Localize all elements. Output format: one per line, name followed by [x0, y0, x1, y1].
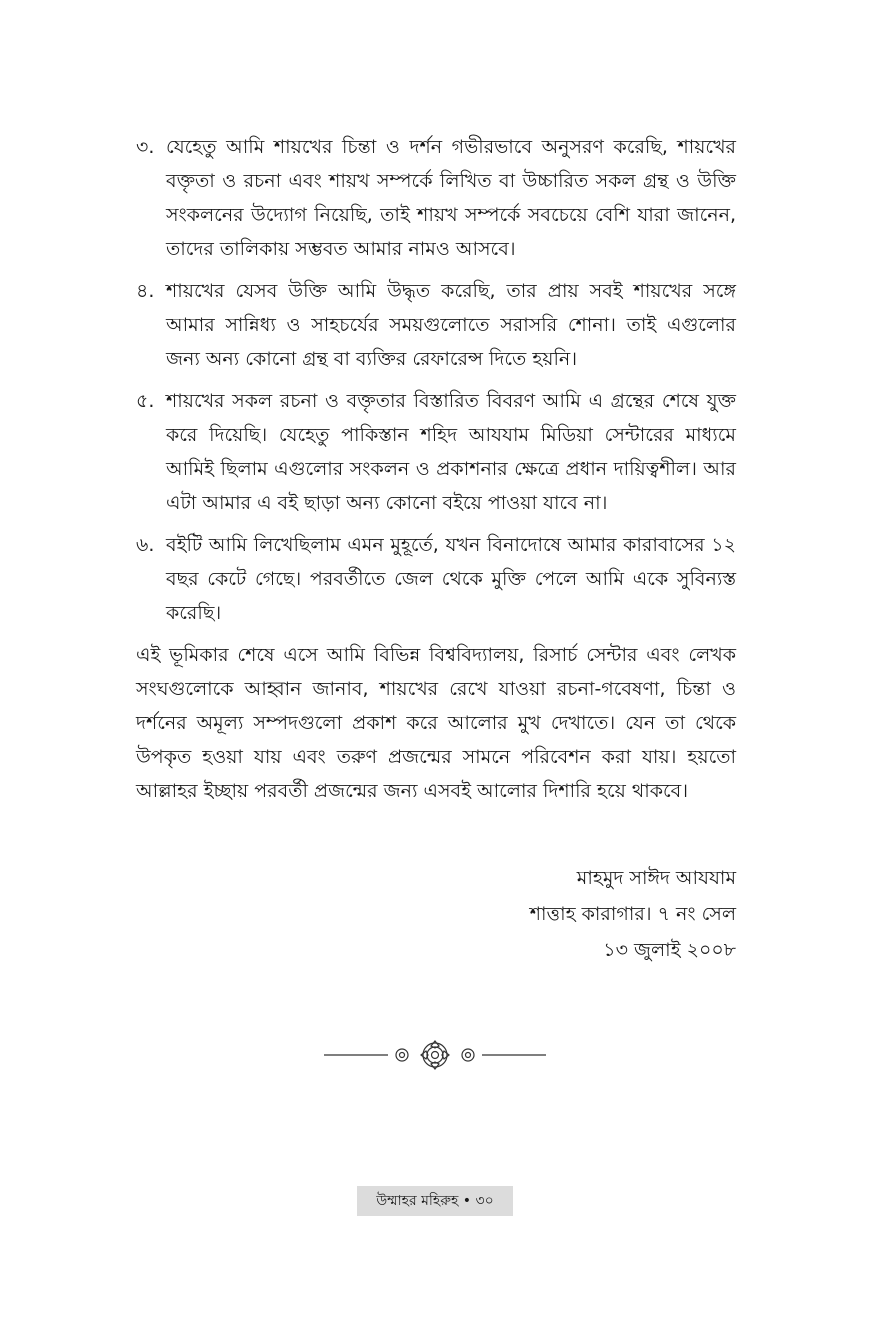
- signature-location: শাত্তাহ কারাগার। ৭ নং সেল: [529, 903, 736, 925]
- list-item-text: বইটি আমি লিখেছিলাম এমন মুহূর্তে, যখন বিনাদোষে আমার কারাবাসের ১২ বছর কেটে গেছে। পরবর্তীতে জেল থেকে মুক্তি পেলে আমি একে সুবিন্যস্ত করেছি।: [166, 534, 736, 624]
- page-footer: উম্মাহর মহিরুহ • ৩০: [357, 1186, 513, 1216]
- list-item: [136, 528, 736, 630]
- list-item-text: যেহেতু আমি শায়খের চিন্তা ও দর্শন গভীরভাবে অনুসরণ করেছি, শায়খের বক্তৃতা ও রচনা এবং শায়খ সম্পর্কে লিখিত বা উচ্চারিত সকল গ্রন্থ ও উক্তি সংকলনের উদ্যোগ নিয়েছি, তাই শায়খ সম্পর্কে সবচেয়ে বেশি যারা জানেন, তাদের তালিকায় সম্ভবত আমার নামও আসবে।: [166, 136, 736, 260]
- list-item-text: শায়খের যেসব উক্তি আমি উদ্ধৃত করেছি, তার প্রায় সবই শায়খের সঙ্গে আমার সান্নিধ্য ও সাহচর্যের সময়গুলোতে সরাসরি শোনা। তাই এগুলোর জন্য অন্য কোনো গ্রন্থ বা ব্যক্তির রেফারেন্স দিতে হয়নি।: [166, 280, 736, 370]
- list-item-number: ৩.: [136, 136, 155, 158]
- list-item-number: ৫.: [136, 390, 155, 412]
- floral-divider-icon: [320, 1038, 550, 1072]
- signature-date: ১৩ জুলাই ২০০৮: [603, 939, 736, 961]
- list-item: [136, 130, 736, 266]
- signature-block: [530, 860, 736, 968]
- list-item: [136, 384, 736, 520]
- list-item-number: ৪.: [136, 280, 155, 302]
- list-item-text: শায়খের সকল রচনা ও বক্তৃতার বিস্তারিত বিবরণ আমি এ গ্রন্থের শেষে যুক্ত করে দিয়েছি। যেহেতু পাকিস্তান শহিদ আযযাম মিডিয়া সেন্টারের মাধ্যমে আমিই ছিলাম এগুলোর সংকলন ও প্রকাশনার ক্ষেত্রে প্রধান দায়িত্বশীল। আর এটা আমার এ বই ছাড়া অন্য কোনো বইয়ে পাওয়া যাবে না।: [166, 390, 736, 514]
- author-name: মাহমুদ সাঈদ আযযাম: [576, 867, 736, 889]
- closing-paragraph: এই ভূমিকার শেষে এসে আমি বিভিন্ন বিশ্ববিদ্যালয়, রিসার্চ সেন্টার এবং লেখক সংঘগুলোকে আহ্বান জানাব, শায়খের রেখে যাওয়া রচনা-গবেষণা, চিন্তা ও দর্শনের অমূল্য সম্পদগুলো প্রকাশ করে আলোর মুখ দেখাতে। যেন তা থেকে উপকৃত হওয়া যায় এবং তরুণ প্রজন্মের সামনে পরিবেশন করা যায়। হয়তো আল্লাহর ইচ্ছায় পরবর্তী প্রজন্মের জন্য এসবই আলোর দিশারি হয়ে থাকবে।: [136, 644, 736, 802]
- numbered-list: [136, 130, 736, 638]
- list-item-number: ৬.: [136, 534, 155, 556]
- list-item: [136, 274, 736, 376]
